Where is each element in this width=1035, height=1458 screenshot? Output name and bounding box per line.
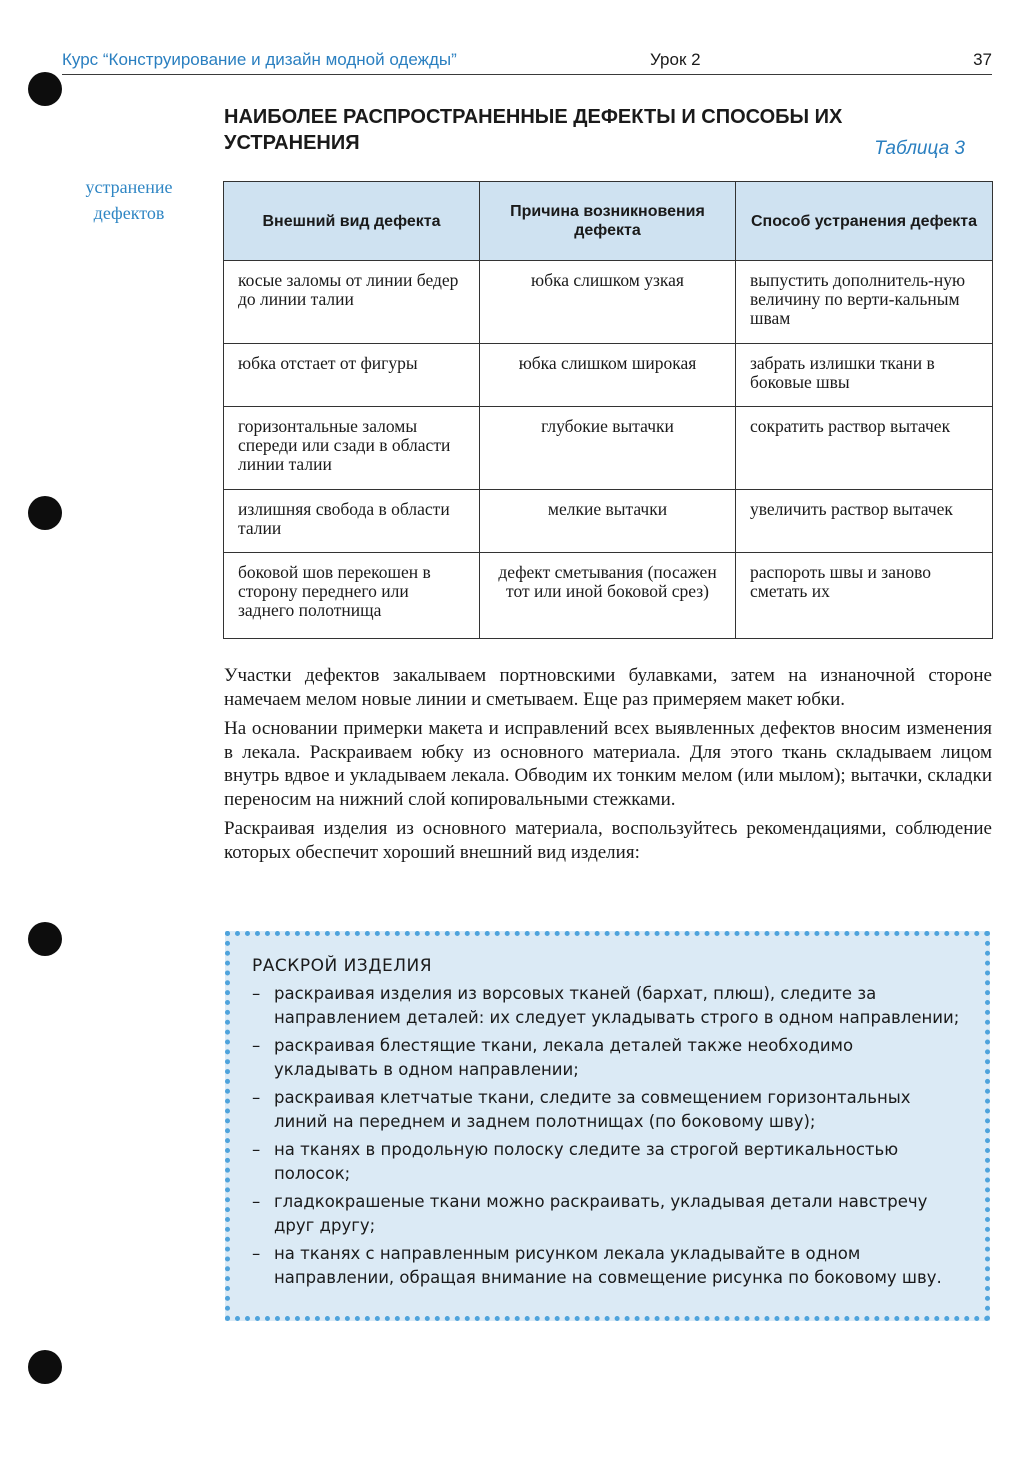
margin-note-line: дефектов xyxy=(93,203,165,223)
table-row xyxy=(224,407,993,490)
cutting-tips-box xyxy=(225,931,990,1321)
defect-appearance-cell: косые заломы от линии бедер до линии талии xyxy=(224,261,480,344)
dash-marker: – xyxy=(252,1244,261,1263)
tip-text: раскраивая блестящие ткани, лекала деталей также необходимо укладывать в одном направлении; xyxy=(274,1036,854,1079)
defect-cause-cell: дефект сметывания (посажен тот или иной боковой срез) xyxy=(480,553,736,639)
binder-hole xyxy=(28,1350,62,1384)
column-header: Способ устранения дефекта xyxy=(736,182,993,261)
table-row xyxy=(224,490,993,553)
list-item xyxy=(252,1138,961,1186)
dash-marker: – xyxy=(252,1088,261,1107)
dash-marker: – xyxy=(252,1036,261,1055)
column-header: Причина возникновения дефекта xyxy=(480,182,736,261)
list-item xyxy=(252,1086,961,1134)
defect-fix-cell: сократить раствор вытачек xyxy=(736,407,993,490)
tip-text: на тканях с направленным рисунком лекала укладывайте в одном направлении, обращая внимание на совмещение рисунка по боковому шву. xyxy=(274,1244,942,1287)
column-header: Внешний вид дефекта xyxy=(224,182,480,261)
tips-heading: РАСКРОЙ ИЗДЕЛИЯ xyxy=(252,956,433,976)
margin-note-line: устранение xyxy=(85,177,173,197)
page-number: 37 xyxy=(973,50,992,69)
dash-marker: – xyxy=(252,984,261,1003)
dash-marker: – xyxy=(252,1192,261,1211)
course-title: Курс “Конструирование и дизайн модной одежды” xyxy=(62,50,457,69)
defects-table xyxy=(223,181,993,639)
defect-cause-cell: юбка слишком широкая xyxy=(480,344,736,407)
defect-cause-cell: глубокие вытачки xyxy=(480,407,736,490)
binder-hole xyxy=(28,496,62,530)
list-item xyxy=(252,1242,961,1290)
defect-cause-cell: юбка слишком узкая xyxy=(480,261,736,344)
paragraph: Раскраивая изделия из основного материала, воспользуйтесь рекомендациями, соблюдение которых обеспечит хороший внешний вид изделия: xyxy=(224,818,992,863)
list-item xyxy=(252,982,961,1030)
defect-cause-cell: мелкие вытачки xyxy=(480,490,736,553)
running-header xyxy=(62,48,992,75)
list-item xyxy=(252,1190,961,1238)
table-label: Таблица 3 xyxy=(874,138,965,159)
table-row xyxy=(224,261,993,344)
list-item xyxy=(252,1034,961,1082)
section-title: НАИБОЛЕЕ РАСПРОСТРАНЕННЫЕ ДЕФЕКТЫ И СПОСОБЫ ИХ УСТРАНЕНИЯ xyxy=(224,106,843,154)
defect-fix-cell: выпустить дополнитель-ную величину по верти-кальным швам xyxy=(736,261,993,344)
table-row xyxy=(224,344,993,407)
body-text xyxy=(224,664,992,870)
defect-appearance-cell: излишняя свобода в области талии xyxy=(224,490,480,553)
tip-text: раскраивая изделия из ворсовых тканей (бархат, плюш), следите за направлением деталей: их следует укладывать строго в одном направлении; xyxy=(274,984,960,1027)
defect-fix-cell: забрать излишки ткани в боковые швы xyxy=(736,344,993,407)
defect-fix-cell: распороть швы и заново сметать их xyxy=(736,553,993,639)
tip-text: раскраивая клетчатые ткани, следите за совмещением горизонтальных линий на переднем и заднем полотнищах (по боковому шву); xyxy=(274,1088,911,1131)
binder-hole xyxy=(28,922,62,956)
paragraph: На основании примерки макета и исправлений всех выявленных дефектов вносим изменения в лекала. Раскраиваем юбку из основного материала. Для этого ткань складываем лицом внутрь вдвое и укладываем лекала. Обводим их тонким мелом (или мылом); вытачки, складки переносим на нижний слой копировальными стежками. xyxy=(224,718,992,810)
defect-appearance-cell: боковой шов перекошен в сторону переднего или заднего полотнища xyxy=(224,553,480,639)
table-header-row xyxy=(224,182,993,261)
margin-note xyxy=(62,174,196,226)
defect-fix-cell: увеличить раствор вытачек xyxy=(736,490,993,553)
dash-marker: – xyxy=(252,1140,261,1159)
tip-text: на тканях в продольную полоску следите за строгой вертикальностью полосок; xyxy=(274,1140,899,1183)
defect-appearance-cell: юбка отстает от фигуры xyxy=(224,344,480,407)
tips-list xyxy=(252,982,961,1290)
tip-text: гладкокрашеные ткани можно раскраивать, укладывая детали навстречу друг другу; xyxy=(274,1192,928,1235)
paragraph: Участки дефектов закалываем портновскими булавками, затем на изнаночной стороне намечаем мелом новые линии и сметываем. Еще раз примеряем макет юбки. xyxy=(224,665,992,710)
defect-appearance-cell: горизонтальные заломы спереди или сзади в области линии талии xyxy=(224,407,480,490)
binder-hole xyxy=(28,72,62,106)
table-row xyxy=(224,553,993,639)
lesson-label: Урок 2 xyxy=(650,50,701,69)
